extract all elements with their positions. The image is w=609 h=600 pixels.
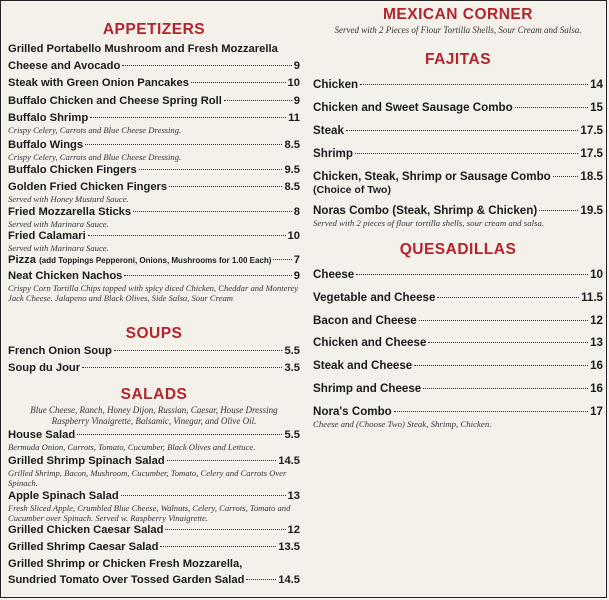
leader-dots [437,297,579,298]
leader-dots [124,275,291,276]
item-price: 10 [287,77,300,89]
item-price: 14.5 [278,455,300,467]
salad-dressings: Blue Cheese, Ranch, Honey Dijon, Russian, Caesar, House Dressing Raspberry Vinaigrette, Balsamic, Vinegar, and Olive Oil. [30,405,278,426]
item-price: 9 [293,95,300,107]
item-description: Crispy Celery, Carrots and Blue Cheese Dressing. [8,152,182,162]
item-price: 10 [590,268,603,281]
item-description: Crispy Corn Tortilla Chips topped with spicy diced Chicken, Cheddar and Monterey Jack Cheese. Jalapeno and Black Olives, Side Salsa, Sour Cream [8,283,299,303]
leader-dots [419,320,588,321]
item-name: Chicken [313,78,359,91]
menu-item [8,205,300,229]
item-name: Grilled Portabello Mushroom and Fresh Mozzarella [8,43,278,55]
fajitas-heading: FAJITAS [424,51,492,68]
item-name: Grilled Shrimp or Chicken Fresh Mozzarella, [8,558,243,570]
menu-item [8,59,300,73]
menu-item [8,540,300,554]
item-price: 12 [287,524,300,536]
item-name: Steak and Cheese [313,359,413,372]
item-description: Cheese and (Choose Two) Steak, Shrimp, Chicken. [313,419,492,429]
leader-dots [553,176,579,177]
leader-dots [165,529,285,530]
item-name: Grilled Shrimp Spinach Salad [8,455,165,467]
item-choice-note: (Choice of Two) [313,184,391,196]
appetizers-heading: APPETIZERS [102,21,206,38]
item-name: Pizza [8,254,36,266]
item-price: 7 [293,254,300,266]
menu-item [313,203,603,228]
item-price: 13 [287,490,300,502]
menu-item [313,100,603,115]
item-name: Noras Combo (Steak, Shrimp & Chicken) [313,204,538,217]
item-price: 8.5 [284,139,300,151]
leader-dots [414,365,588,366]
item-price: 16 [590,359,603,372]
item-description: Served with Marinara Sauce. [8,243,109,253]
item-price: 16 [590,382,603,395]
menu-item [8,229,300,253]
leader-dots [167,460,277,461]
item-name: Shrimp and Cheese [313,382,422,395]
leader-dots [169,186,282,187]
item-name: Vegetable and Cheese [313,291,436,304]
item-name: Bacon and Cheese [313,314,417,327]
item-price: 11 [288,112,300,124]
item-description: Served with Honey Mustard Sauce. [8,194,129,204]
item-price: 14.5 [278,574,300,586]
menu-item [8,111,300,135]
item-description: Crispy Celery, Carrots and Blue Cheese Dressing. [8,125,182,135]
menu-item [8,138,300,162]
item-name: Neat Chicken Nachos [8,270,123,282]
menu-item [8,94,300,108]
item-price: 12 [590,314,603,327]
menu-item [313,404,603,429]
leader-dots [90,117,286,118]
leader-dots [82,367,282,368]
menu-item [313,313,603,328]
item-price: 3.5 [284,362,300,374]
leader-dots [160,546,276,547]
leader-dots [356,274,588,275]
item-note: (add Toppings Pepperoni, Onions, Mushrooms for 1.00 Each) [39,256,272,265]
menu-item [313,123,603,138]
item-name: Sundried Tomato Over Tossed Garden Salad [8,574,245,586]
leader-dots [346,130,578,131]
item-description: Served with 2 pieces of flour tortilla shells, sour cream and salsa. [313,218,545,228]
leader-dots [121,495,286,496]
leader-dots [88,235,286,236]
leader-dots [139,169,283,170]
item-price: 17.5 [580,124,603,137]
leader-dots [246,579,276,580]
menu-item [8,253,300,268]
item-name: French Onion Soup [8,345,112,357]
leader-dots [423,388,588,389]
menu-item [313,267,603,282]
item-name: Grilled Shrimp Caesar Salad [8,541,159,553]
menu-item [313,381,603,396]
item-name: Golden Fried Chicken Fingers [8,181,168,193]
menu-item [313,358,603,373]
item-price: 10 [287,230,300,242]
leader-dots [77,434,282,435]
leader-dots [133,211,292,212]
menu-item [313,146,603,161]
leader-dots [85,144,282,145]
menu-item [8,163,300,177]
menu-item [8,557,300,571]
item-price: 8.5 [284,181,300,193]
item-price: 17 [590,405,603,418]
item-price: 11.5 [581,291,603,304]
menu-item [8,269,300,303]
menu-item [8,361,300,375]
menu-item [8,523,300,537]
menu-item [313,335,603,350]
item-name: Nora's Combo [313,405,392,418]
item-price: 9 [293,270,300,282]
item-name: Apple Spinach Salad [8,490,119,502]
item-price: 9.5 [284,164,300,176]
item-description: Fresh Sliced Apple, Crumbled Blue Cheese, Walnuts, Celery, Carrots, Tomato and Cucumber over Spinach. Served w. Raspberry Vinaigrette. [8,503,291,523]
item-name: Chicken, Steak, Shrimp or Sausage Combo [313,170,551,183]
salads-heading: SALADS [120,386,188,403]
item-price: 18.5 [580,170,603,183]
mexican-corner-subtitle: Served with 2 Pieces of Flour Tortilla Shells, Sour Cream and Salsa. [334,25,582,35]
item-price: 19.5 [580,204,603,217]
item-price: 14 [590,78,603,91]
leader-dots [224,100,292,101]
item-description: Grilled Shrimp, Bacon, Mushroom, Cucumber, Tomato, Celery and Carrots Over Spinach. [8,468,287,488]
leader-dots [428,342,588,343]
item-name: Cheese [313,268,355,281]
item-name: Steak with Green Onion Pancakes [8,77,189,89]
menu-item [8,573,300,587]
item-price: 5.5 [284,429,300,441]
item-price: 17.5 [580,147,603,160]
leader-dots [539,210,578,211]
item-name: Shrimp [313,147,353,160]
item-description: Served with Marinara Sauce. [8,219,109,229]
item-price: 9 [293,60,300,72]
menu-item [8,428,300,452]
leader-dots [394,411,588,412]
item-name: Buffalo Chicken and Cheese Spring Roll [8,95,222,107]
soups-heading: SOUPS [125,325,183,342]
item-name: Buffalo Chicken Fingers [8,164,137,176]
leader-dots [114,350,283,351]
menu-item [8,42,300,56]
item-price: 5.5 [284,345,300,357]
item-name: House Salad [8,429,76,441]
mexican-corner-heading: MEXICAN CORNER [383,6,533,23]
menu-item [8,344,300,358]
item-name: Cheese and Avocado [8,60,121,72]
leader-dots [360,84,588,85]
item-name: Grilled Chicken Caesar Salad [8,524,164,536]
menu-item [313,77,603,92]
item-price: 8 [293,206,300,218]
leader-dots [122,65,291,66]
item-price: 13.5 [278,541,300,553]
item-name: Chicken and Sweet Sausage Combo [313,101,513,114]
item-name: Steak [313,124,344,137]
item-name: Soup du Jour [8,362,81,374]
leader-dots [355,153,578,154]
leader-dots [515,107,588,108]
item-name: Buffalo Shrimp [8,112,89,124]
leader-dots [273,259,291,260]
item-name: Chicken and Cheese [313,336,427,349]
menu-item [8,489,300,523]
item-price: 13 [590,336,603,349]
menu-item [8,454,300,488]
item-description: Bermuda Onion, Carrots, Tomato, Cucumber, Black Olives and Lettuce. [8,442,256,452]
item-price: 15 [590,101,603,114]
menu-item [313,169,603,196]
menu-item [313,290,603,305]
menu-item [8,76,300,90]
quesadillas-heading: QUESADILLAS [399,241,517,258]
menu-item [8,180,300,204]
leader-dots [191,82,286,83]
item-name: Fried Calamari [8,230,86,242]
item-name: Fried Mozzarella Sticks [8,206,132,218]
item-name: Buffalo Wings [8,139,84,151]
